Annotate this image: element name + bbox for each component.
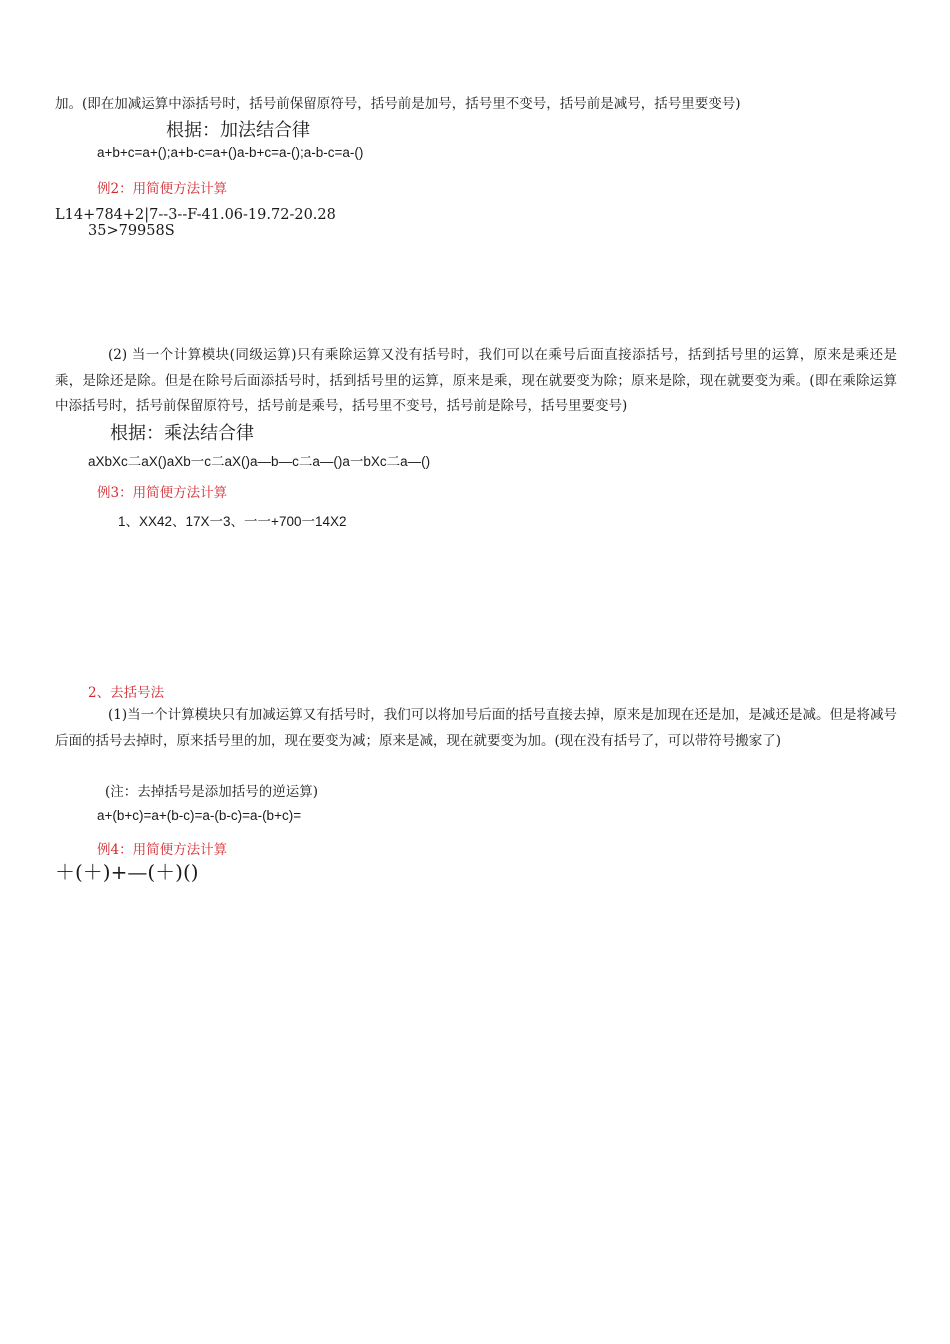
mul-rule-paragraph: (2) 当一个计算模块(同级运算)只有乘除运算又没有括号时，我们可以在乘号后面直接添括号，括到括号里的运算，原来是乘还是乘，是除还是除。但是在除号后面添括号时，括到括号里的运算，原来是乘，现在就要变为除；原来是除，现在就要变为乘。(即在乘除运算中添括号时，括号前保留原符号，括号前是乘号，括号里不变号，括号前是除号，括号里要变号) [55, 347, 897, 414]
remove-brackets-note: (注：去掉括号是添加括号的逆运算) [105, 784, 319, 800]
basis-add-heading: 根据：加法结合律 [166, 120, 310, 141]
formula-add: a+b+c=a+();a+b-c=a+()a-b+c=a-();a-b-c=a-() [97, 145, 364, 160]
example-2-problem-line2: 35>79958S [88, 223, 175, 239]
example-4-problem: ＋(＋)+—(＋)() [55, 860, 199, 884]
formula-mul: aXbXc二aX()aXb一c二aX()a—b—c二a—()a一bXc二a—() [88, 454, 431, 469]
example-3-label: 例3：用简便方法计算 [97, 485, 228, 501]
example-2-problem-line1: L14+784+2|7--3--F-41.06-19.72-20.28 [55, 207, 336, 223]
formula-remove: a+(b+c)=a+(b-c)=a-(b-c)=a-(b+c)= [97, 808, 302, 823]
intro-tail-text: 加。(即在加减运算中添括号时，括号前保留原符号，括号前是加号，括号里不变号，括号前是减号，括号里要变号) [55, 96, 741, 112]
remove-brackets-paragraph: (1)当一个计算模块只有加减运算又有括号时，我们可以将加号后面的括号直接去掉，原来是加现在还是加，是减还是减。但是将减号后面的括号去掉时，原来括号里的加，现在要变为减；原来是减，现在就要变为加。(现在没有括号了，可以带符号搬家了) [55, 707, 897, 749]
example-3-problem: 1、XX42、17X一3、一一+700一14X2 [118, 514, 347, 529]
basis-mul-heading: 根据：乘法结合律 [110, 423, 254, 444]
remove-brackets-heading: 2、去括号法 [88, 685, 165, 701]
example-4-label: 例4：用简便方法计算 [97, 842, 228, 858]
example-2-label: 例2：用简便方法计算 [97, 181, 228, 197]
